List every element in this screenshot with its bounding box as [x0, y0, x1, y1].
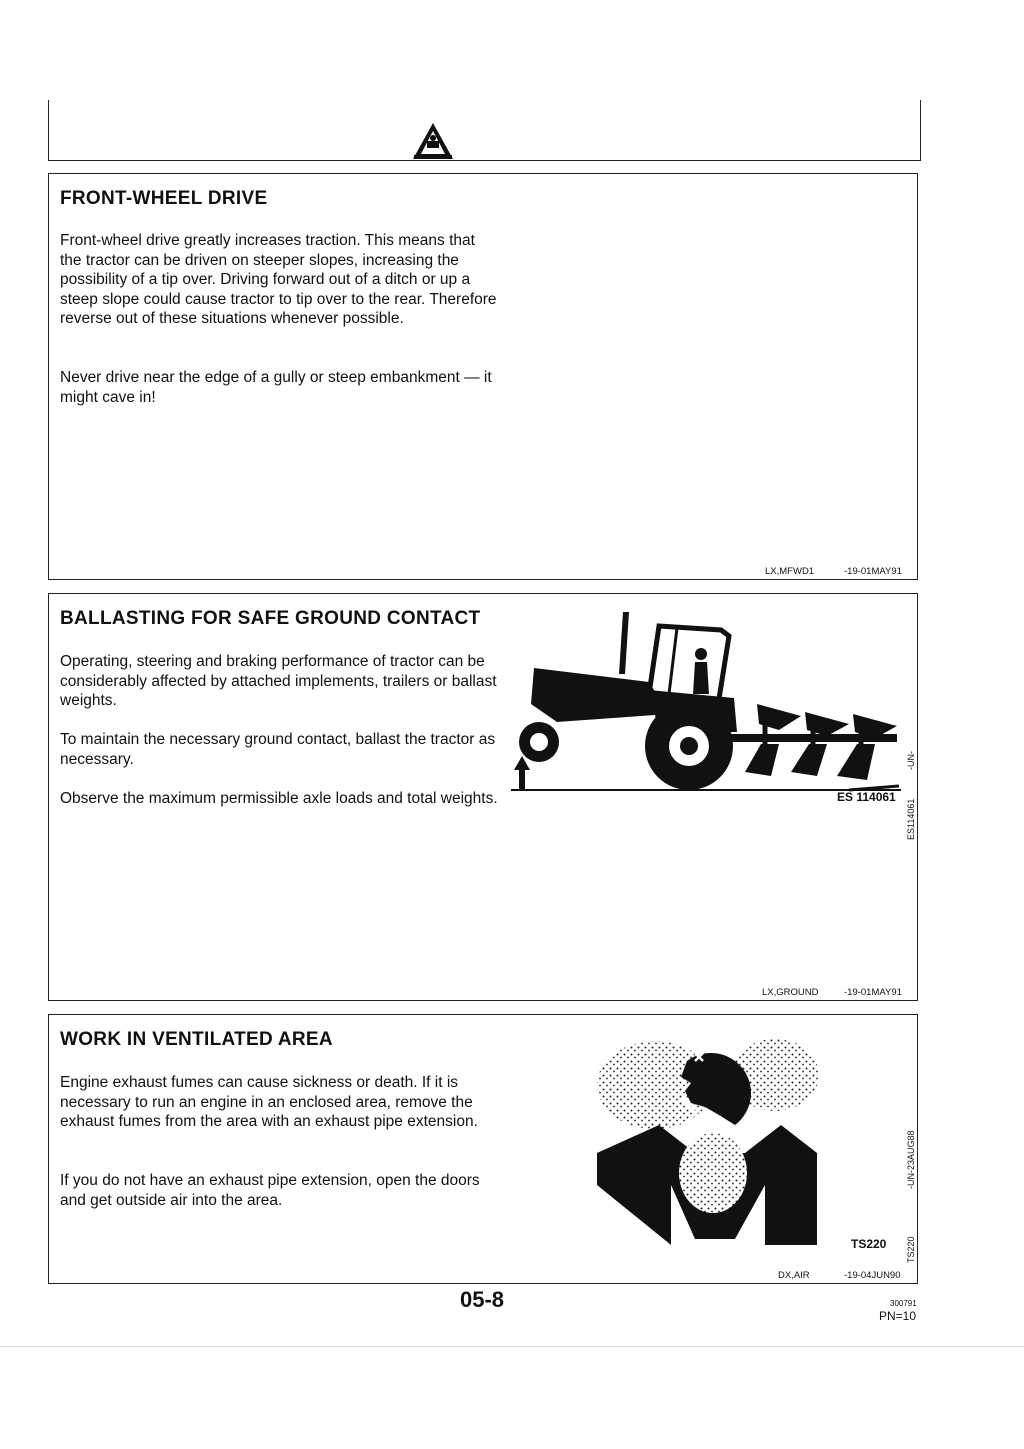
page-edge-rule — [0, 1346, 1024, 1347]
section-date: -19-01MAY91 — [844, 987, 902, 998]
safety-alert-icon — [412, 121, 454, 161]
paragraph: Engine exhaust fumes can cause sickness or death. If it is necessary to run an engine in an enclosed area, remove the exhaust fumes from the area with an exhaust pipe extension. — [60, 1074, 478, 1130]
section-code: LX,MFWD1 — [765, 566, 815, 577]
section-code: DX,AIR — [778, 1270, 810, 1281]
section-code: LX,GROUND — [762, 987, 819, 998]
section-ballasting — [48, 593, 918, 1001]
paragraph: Never drive near the edge of a gully or steep embankment — it might cave in! — [60, 369, 492, 406]
section-date: -19-01MAY91 — [844, 566, 902, 577]
paragraph: Front-wheel drive greatly increases traction. This means that the tractor can be driven on steeper slopes, increasing the possibility of a tip over. Driving forward out of a ditch or up a steep slope could cause tractor to tip over to the rear. Therefore reverse out of these situations whenever possible. — [60, 232, 497, 327]
paragraph: To maintain the necessary ground contact, ballast the tractor as necessary. — [60, 731, 496, 768]
figure-ref: ES 114061 — [837, 790, 896, 804]
section-title: FRONT-WHEEL DRIVE — [60, 188, 268, 209]
header-box — [48, 100, 921, 161]
figure-side-code: -UN- — [906, 751, 916, 770]
section-front-wheel-drive — [48, 173, 918, 580]
paragraph: Observe the maximum permissible axle loads and total weights. — [60, 790, 498, 807]
section-title: WORK IN VENTILATED AREA — [60, 1029, 333, 1050]
section-date: -19-04JUN90 — [844, 1270, 901, 1281]
section-ventilated-area — [48, 1014, 918, 1284]
paragraph: If you do not have an exhaust pipe extension, open the doors and get outside air into the area. — [60, 1172, 480, 1209]
tractor-plow-illustration — [509, 604, 909, 794]
page-number: 05-8 — [460, 1287, 505, 1312]
paragraph: Operating, steering and braking performance of tractor can be considerably affected by attached implements, trailers or ballast weights. — [60, 653, 497, 709]
figure-side-code: TS220 — [906, 1236, 916, 1263]
exhaust-fumes-illustration — [595, 1025, 835, 1247]
figure-side-code: -UN-23AUG88 — [906, 1130, 916, 1189]
print-code: 300791 — [890, 1299, 917, 1308]
section-title: BALLASTING FOR SAFE GROUND CONTACT — [60, 608, 481, 629]
pn-label: PN=10 — [879, 1309, 917, 1323]
figure-ref: TS220 — [851, 1237, 887, 1251]
figure-side-code: ES114061 — [906, 798, 916, 840]
